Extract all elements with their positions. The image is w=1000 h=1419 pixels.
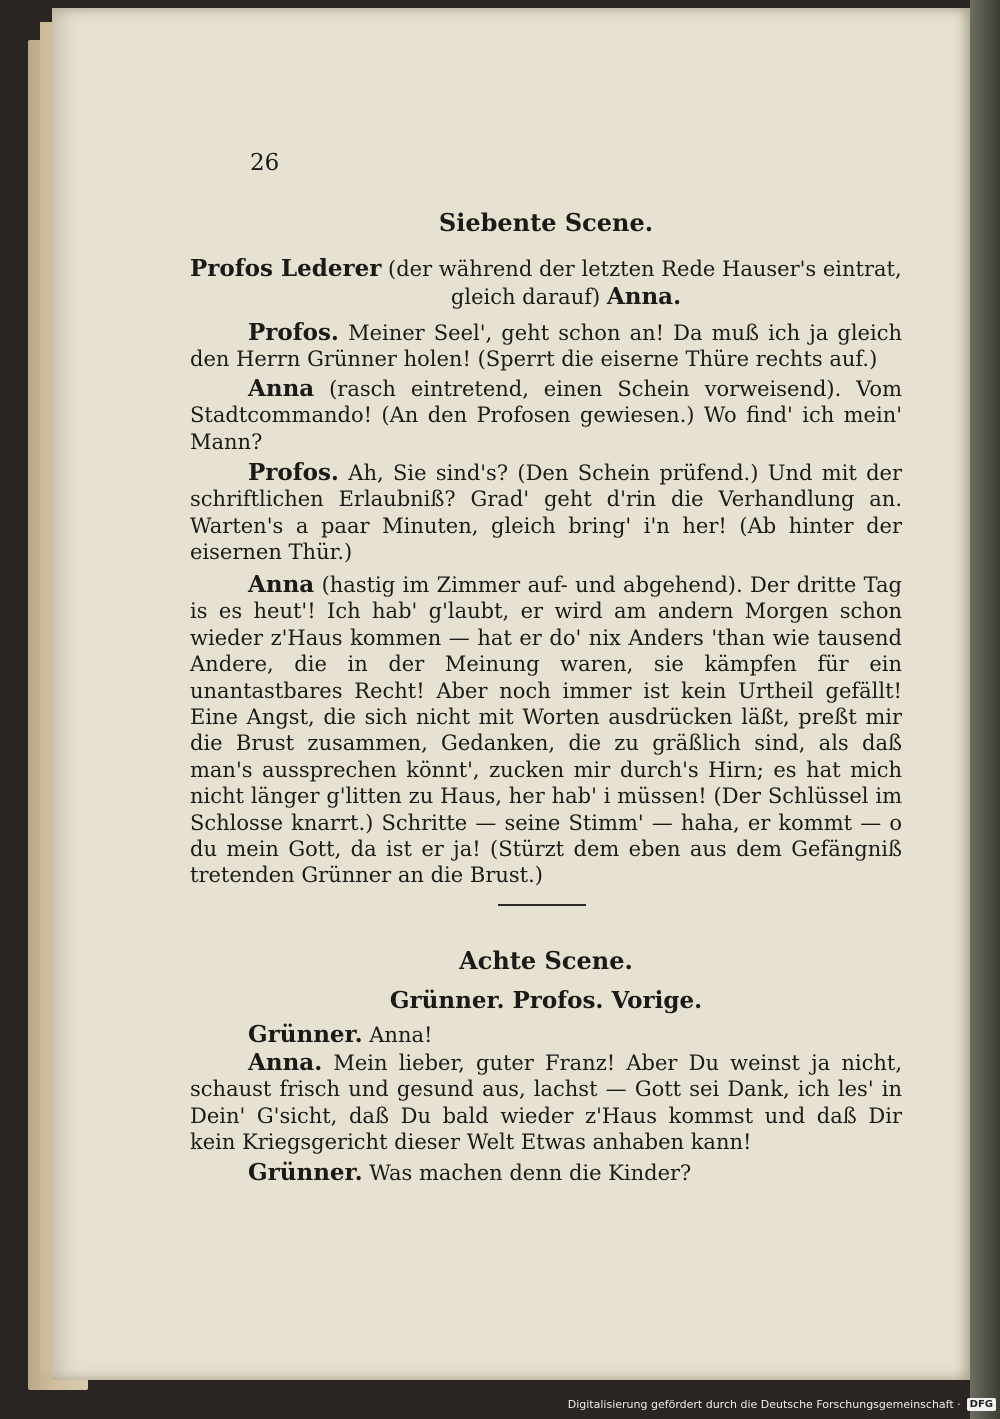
- speaker-name: Anna: [248, 571, 315, 598]
- scene-seven-cast: [190, 256, 902, 282]
- dialogue-text: (rasch eintretend, einen Schein vorweisend). Vom Stadtcommando! (An den Profosen gewiesen.) Wo find' ich mein' Mann?: [190, 377, 902, 454]
- dialogue-line: [190, 1022, 902, 1048]
- dialogue-text: Anna!: [369, 1023, 433, 1047]
- dfg-logo: DFG: [967, 1398, 996, 1411]
- speaker-name: Grünner.: [248, 1159, 363, 1186]
- dialogue-line: [190, 1160, 902, 1186]
- footer-text: Digitalisierung gefördert durch die Deutsche Forschungsgemeinschaft ·: [567, 1397, 961, 1411]
- dialogue-text: Ah, Sie sind's? (Den Schein prüfend.) Und mit der schriftlichen Erlaubniß? Grad' geht d'rin die Verhandlung an. Warten's a paar Minuten, gleich bring' i'n her! (Ab hinter der eisernen Thür.): [190, 461, 902, 565]
- dialogue-line: [190, 320, 902, 373]
- dialogue-text: Mein lieber, guter Franz! Aber Du weinst ja nicht, schaust frisch und gesund aus, lachst — Gott sei Dank, ich les' in Dein' G'sicht, daß Du bald wieder z'Haus kommst und daß Dir kein Kriegsgericht dieser Welt Etwas anhaben kann!: [190, 1051, 902, 1155]
- speaker-name: Anna: [248, 375, 315, 402]
- cast-speaker: Profos Lederer: [190, 255, 382, 282]
- scene-seven-title: Siebente Scene.: [438, 208, 654, 237]
- dialogue-text: Meiner Seel', geht schon an! Da muß ich ja gleich den Herrn Grünner holen! (Sperrt die eiserne Thüre rechts auf.): [190, 321, 902, 372]
- speaker-name: Profos.: [248, 459, 339, 486]
- speaker-name: Anna.: [248, 1049, 323, 1076]
- scene-eight-title: Achte Scene.: [459, 946, 633, 975]
- cast-line2-prefix: gleich darauf): [450, 285, 601, 309]
- digitization-footer: [568, 1395, 996, 1413]
- book-spine-edge: [970, 0, 1000, 1419]
- dialogue-text: (hastig im Zimmer auf- und abgehend). Der dritte Tag is es heut'! Ich hab' g'laubt, er wird am andern Morgen schon wieder z'Haus kommen — hat er do' nix Anders 'than wie tausend Andere, die in der Meinung waren, sie kämpfen für ein unantastbares Recht! Aber noch immer ist kein Urtheil gefällt! Eine Angst, die sich nicht mit Worten ausdrücken läßt, preßt mir die Brust zusammen, Gedanken, die zu gräßlich sind, als daß man's aussprechen könnt', zucken mir durch's Hirn; es hat mich nicht länger g'litten zu Haus, her hab' i müssen! (Der Schlüssel im Schlosse knarrt.) Schritte — seine Stimm' — haha, er kommt — o du mein Gott, da ist er ja! (Stürzt dem eben aus dem Gefängniß tretenden Grünner an die Brust.): [190, 573, 902, 888]
- speaker-name: Grünner.: [248, 1021, 363, 1048]
- page-number: 26: [250, 150, 280, 176]
- speaker-name: Profos.: [248, 319, 339, 346]
- dialogue-line: [190, 1050, 902, 1156]
- dialogue-line: [190, 572, 902, 889]
- cast-line2-name: Anna.: [606, 283, 682, 310]
- cast-direction: (der während der letzten Rede Hauser's eintrat,: [388, 257, 902, 281]
- dialogue-line: [190, 460, 902, 566]
- scene-seven-cast-line2: [190, 284, 902, 310]
- scene-divider: [498, 904, 586, 906]
- scene-eight-cast: Grünner. Profos. Vorige.: [389, 987, 703, 1014]
- dialogue-line: [190, 376, 902, 455]
- dialogue-text: Was machen denn die Kinder?: [369, 1161, 692, 1185]
